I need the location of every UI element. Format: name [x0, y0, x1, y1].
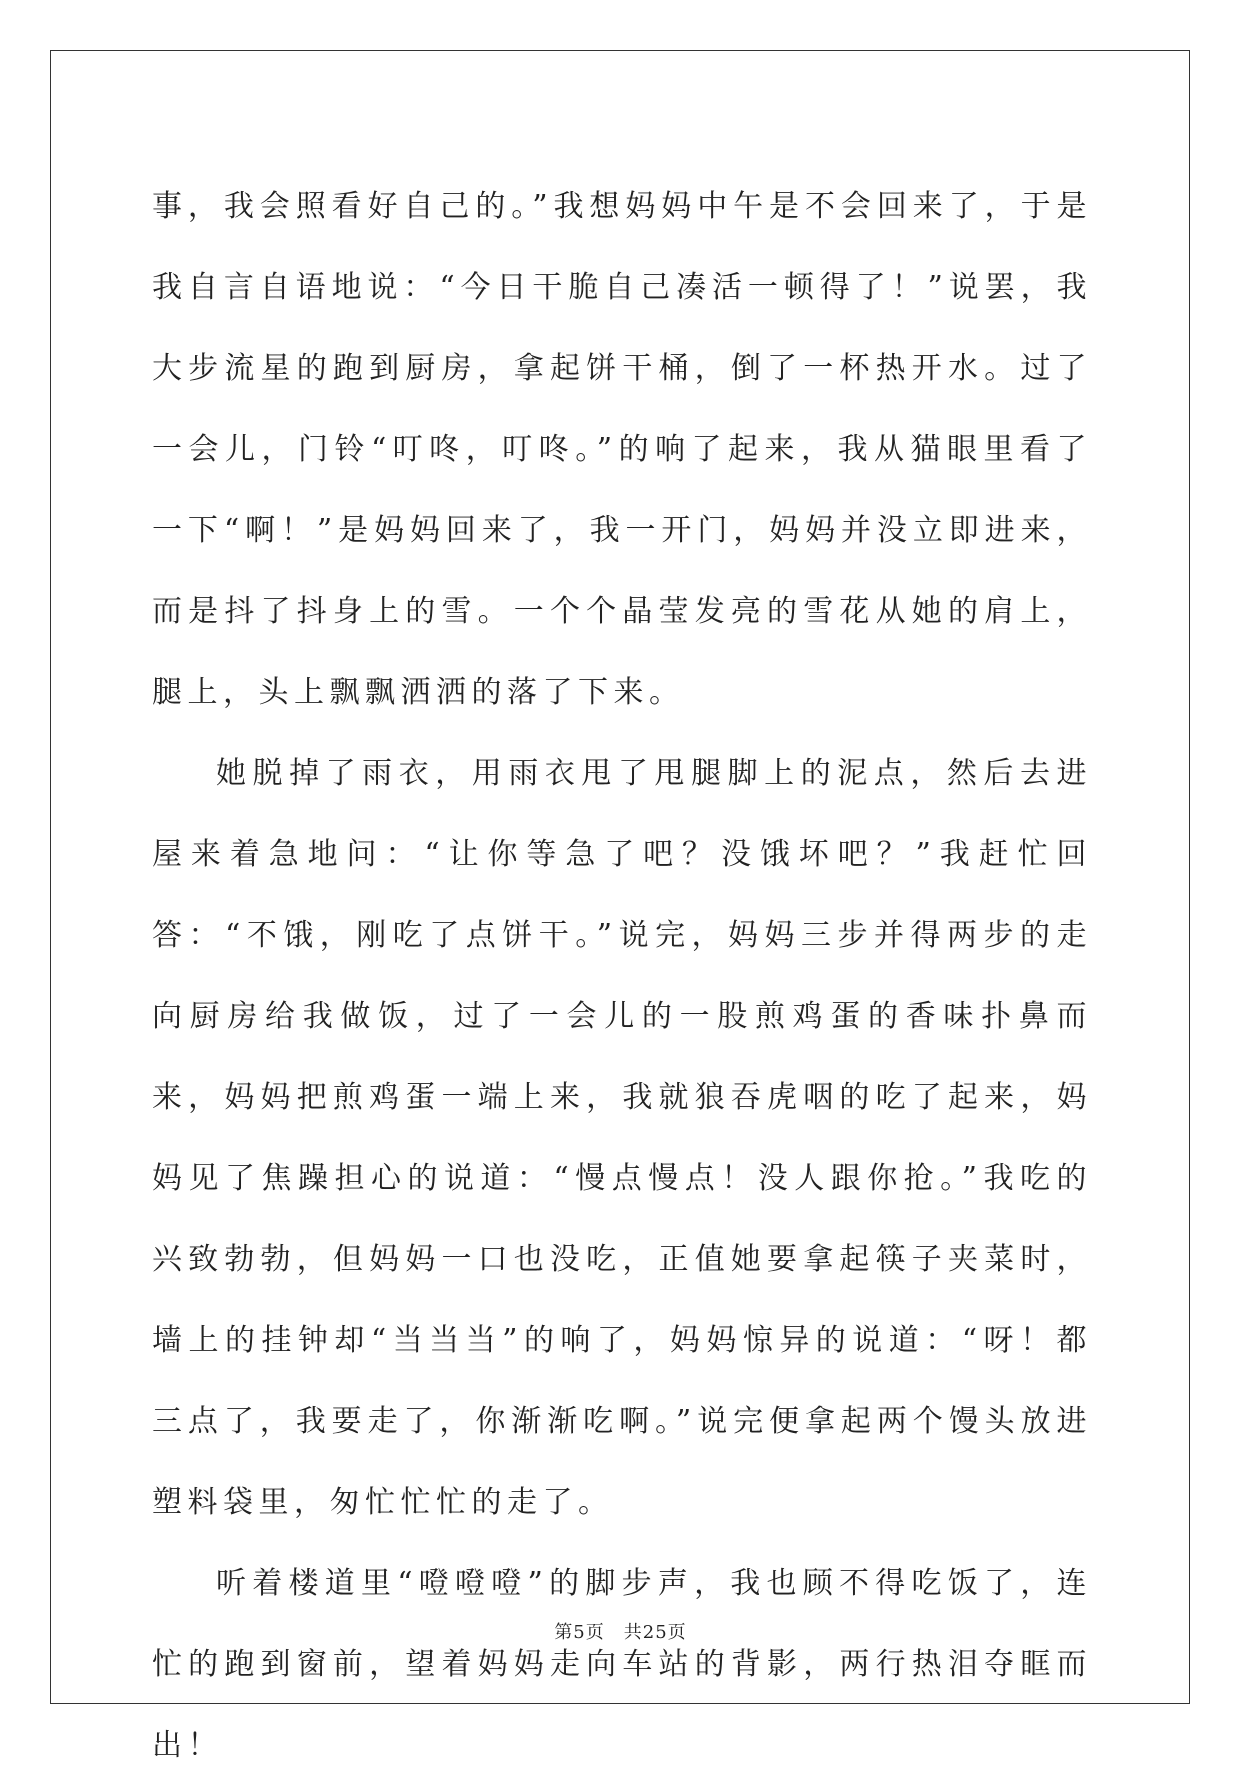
page-number: 第5页 共25页 — [554, 1622, 687, 1643]
paragraph-1: 事，我会照看好自己的。”我想妈妈中午是不会回来了，于是我自言自语地说：“今日干脆自己凑活一顿得了！”说罢，我大步流星的跑到厨房，拿起饼干桶，倒了一杯热开水。过了一会儿，门铃“叮咚，叮咚。”的响了起来，我从猫眼里看了一下“啊！”是妈妈回来了，我一开门，妈妈并没立即进来，而是抖了抖身上的雪。一个个晶莹发亮的雪花从她的肩上，腿上，头上飘飘洒洒的落了下来。 — [152, 189, 1092, 710]
document-body — [152, 166, 1092, 1786]
paragraph-3: 听着楼道里“噔噔噔”的脚步声，我也顾不得吃饭了，连忙的跑到窗前，望着妈妈走向车站的背影，两行热泪夺眶而出！ — [152, 1566, 1092, 1763]
paragraph-2: 她脱掉了雨衣，用雨衣甩了甩腿脚上的泥点，然后去进屋来着急地问：“让你等急了吧？没饿坏吧？”我赶忙回答：“不饿，刚吃了点饼干。”说完，妈妈三步并得两步的走向厨房给我做饭，过了一会儿的一股煎鸡蛋的香味扑鼻而来，妈妈把煎鸡蛋一端上来，我就狼吞虎咽的吃了起来，妈妈见了焦躁担心的说道：“慢点慢点！没人跟你抢。”我吃的兴致勃勃，但妈妈一口也没吃，正值她要拿起筷子夹菜时，墙上的挂钟却“当当当”的响了，妈妈惊异的说道：“呀！都三点了，我要走了，你渐渐吃啊。”说完便拿起两个馒头放进塑料袋里，匆忙忙忙的走了。 — [152, 756, 1092, 1520]
